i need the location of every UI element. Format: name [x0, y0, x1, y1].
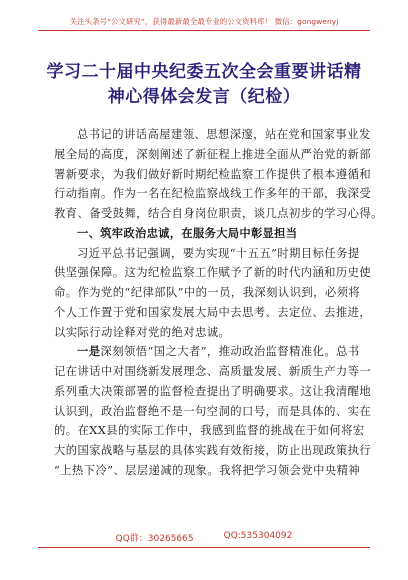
qq-text: QQ:535304092: [223, 531, 293, 541]
paragraph-intro: [54, 125, 383, 224]
text-line: 认识到，政治监督绝不是一句空洞的口号，而是具体的、实在: [54, 404, 372, 418]
text-line: 供坚强保障。这为纪检监察工作赋予了新的时代内涵和历史使: [54, 266, 372, 280]
qq-group-text: QQ群：30265665: [115, 534, 194, 544]
text-line: 教育、备受鼓舞，结合自身岗位职责，谈几点初步的学习心得。: [54, 207, 383, 220]
title-line: 学习二十届中央纪委五次全会重要讲话精: [46, 62, 362, 82]
text-line: 习近平总书记强调，要为实现“十五五”时期目标任务提: [77, 246, 360, 260]
text-line: 大的国家战略与基层的具体实践有效衔接，防止出现政策执行: [54, 444, 372, 457]
text-line: 行动指南。作为一名在纪检监察战线工作多年的干部，我深受: [54, 187, 372, 201]
text-line: 展全局的高度，深刻阐述了新征程上推进全面从严治党的新部: [54, 147, 372, 161]
text-line: 系列重大决策部署的监督检查提出了明确要求。这让我清醒地: [54, 384, 372, 398]
text-line: “上热下冷”、层层递减的现象。我将把学习领会党中央精神: [54, 463, 361, 477]
banner-divider: [38, 30, 370, 31]
text-line: 署新要求，为我们做好新时期纪检监察工作提供了根本遵循和: [54, 167, 372, 181]
section-heading: [54, 224, 358, 244]
text-line: 以实际行动诠释对党的绝对忠诚。: [54, 325, 231, 339]
text-line: 记在讲话中对围绕新发展理念、高质量发展、新质生产力等一: [54, 365, 372, 378]
bold-lead-text: 一是: [77, 344, 101, 359]
footer-contacts: [0, 531, 408, 544]
paragraph-political-loyalty: [54, 244, 372, 343]
footer-divider: [38, 547, 370, 548]
text-line: 总书记的讲话高屋建瓴、思想深邃，站在党和国家事业发: [77, 128, 371, 141]
paragraph-political-supervision: [54, 342, 372, 480]
promo-banner: 关注头条号“公文研究”，获得最新最全最专业的公文资料库！ 微信：gongwenyj: [69, 17, 339, 26]
text-line: 个人工作置于党和国家发展大局中去思考、去定位、去推进，: [54, 305, 372, 319]
text-line: 的。在XX县的实际工作中，我感到监督的挑战在于如何将宏: [54, 424, 365, 438]
heading-text: 一、筑牢政治忠诚，在服务大局中彰显担当: [77, 226, 298, 240]
text-line-rest: 深刻领悟“国之大者”，推动政治监督精准化。总书: [100, 345, 360, 359]
text-line: [54, 342, 358, 362]
document-title: [30, 60, 378, 110]
document-body: [54, 125, 383, 481]
text-line: 命。作为党的“纪律部队”中的一员，我深刻认识到，必须将: [54, 286, 361, 299]
title-line: 神心得体会发言（纪检）: [107, 87, 301, 107]
